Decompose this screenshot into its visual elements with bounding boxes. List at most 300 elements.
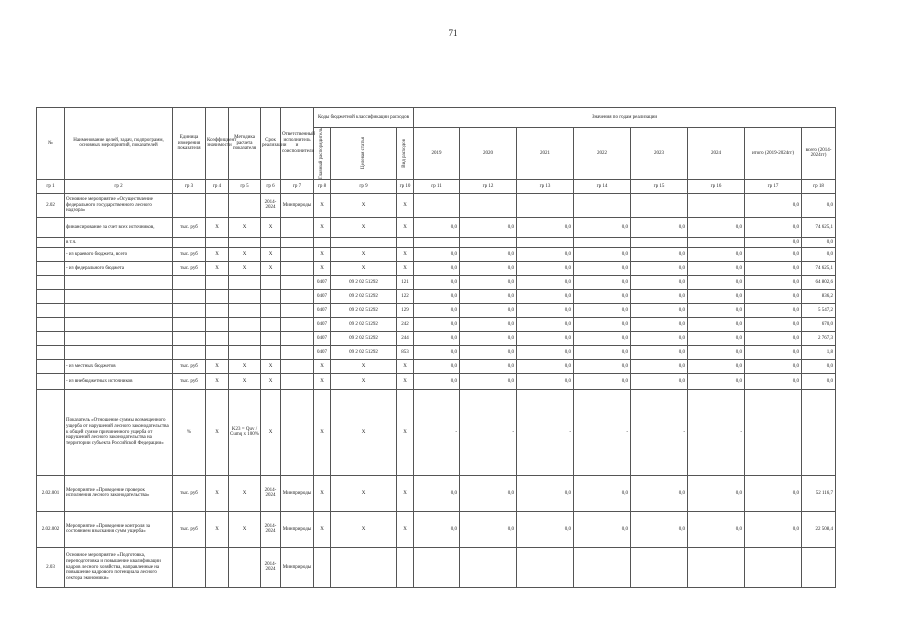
row-value: 0,0 [414, 475, 460, 511]
row-value: 0,0 [574, 345, 631, 359]
row-value: 0,0 [688, 511, 745, 547]
row-code-main: 0407 [314, 345, 331, 359]
row-value: 0,0 [574, 317, 631, 331]
row-code-type: X [397, 373, 414, 389]
row-value: 0,0 [517, 317, 574, 331]
table-row [37, 317, 836, 331]
row-number [37, 247, 65, 261]
row-unit [173, 331, 206, 345]
row-code-target: 09 2 02 51292 [331, 275, 397, 289]
row-code-target: X [331, 193, 397, 217]
table-row [37, 237, 836, 247]
row-method [229, 193, 261, 217]
row-value: 0,0 [688, 247, 745, 261]
row-name: в т.ч. [65, 237, 173, 247]
row-value: 0,0 [574, 303, 631, 317]
row-value: 0,0 [414, 331, 460, 345]
row-value: 0,0 [745, 511, 802, 547]
header-year: 2019 [414, 128, 460, 180]
header-year: 2021 [517, 128, 574, 180]
row-value: 0,0 [574, 331, 631, 345]
row-code-target: X [331, 389, 397, 475]
row-value [688, 547, 745, 587]
row-value: 0,0 [631, 345, 688, 359]
row-unit [173, 275, 206, 289]
row-method: X [229, 217, 261, 237]
row-value: 0,0 [688, 475, 745, 511]
row-value: 0,0 [414, 345, 460, 359]
row-method [229, 331, 261, 345]
header-method: Методика расчета показателя [229, 108, 261, 180]
row-value: 0,0 [574, 275, 631, 289]
row-value: 0,0 [745, 475, 802, 511]
row-name: Основное мероприятие «Подготовка, переподготовка и повышение квалификации кадров лесного хозяйства, направленные на повышение кадрового потенциала лесного сектора экономики» [65, 547, 173, 587]
row-number [37, 317, 65, 331]
row-value [688, 237, 745, 247]
column-number: гр 12 [460, 179, 517, 193]
row-value: 0,0 [802, 359, 836, 373]
row-value: 0,0 [414, 359, 460, 373]
header-total-2014-2024: всего (2014-2024гг) [802, 128, 836, 180]
row-value: 0,0 [460, 511, 517, 547]
row-value: 0,0 [460, 331, 517, 345]
row-method [229, 303, 261, 317]
row-responsible [281, 345, 314, 359]
row-value: 1,8 [802, 345, 836, 359]
column-number-row [37, 179, 836, 193]
row-value: 0,0 [688, 275, 745, 289]
row-value: 0,0 [414, 303, 460, 317]
row-code-main: 0407 [314, 317, 331, 331]
row-value: 22 508,4 [802, 511, 836, 547]
table-row [37, 511, 836, 547]
row-coef [206, 275, 229, 289]
column-number: гр 14 [574, 179, 631, 193]
row-responsible: Минприроды [281, 475, 314, 511]
row-value: 0,0 [517, 247, 574, 261]
row-value: 0,0 [745, 237, 802, 247]
row-responsible [281, 317, 314, 331]
row-method: X [229, 373, 261, 389]
row-value [460, 193, 517, 217]
row-code-main: 0407 [314, 289, 331, 303]
row-code-main: X [314, 389, 331, 475]
column-number: гр 16 [688, 179, 745, 193]
header-code-target-text: Целевая статья [360, 137, 366, 170]
row-number: 2.02.002 [37, 511, 65, 547]
row-code-main: X [314, 359, 331, 373]
row-responsible [281, 289, 314, 303]
row-code-target: X [331, 511, 397, 547]
row-value: 0,0 [460, 289, 517, 303]
column-number: гр 6 [261, 179, 281, 193]
row-coef [206, 345, 229, 359]
row-name: Мероприятие «Проведение проверок исполнения лесного законодательства» [65, 475, 173, 511]
row-term [261, 345, 281, 359]
row-code-type: 129 [397, 303, 414, 317]
row-responsible [281, 303, 314, 317]
column-number: гр 8 [314, 179, 331, 193]
row-unit [173, 345, 206, 359]
row-value: 0,0 [414, 275, 460, 289]
row-value: 0,0 [517, 511, 574, 547]
row-value: 0,0 [688, 317, 745, 331]
row-value: 0,0 [574, 217, 631, 237]
row-coef [206, 547, 229, 587]
row-code-main: X [314, 475, 331, 511]
row-value [631, 193, 688, 217]
row-value: 0,0 [460, 345, 517, 359]
row-value [574, 237, 631, 247]
row-coef [206, 317, 229, 331]
column-number: гр 13 [517, 179, 574, 193]
row-coef [206, 331, 229, 345]
row-name [65, 331, 173, 345]
row-value: 64 802,6 [802, 275, 836, 289]
table-row [37, 389, 836, 475]
row-term: X [261, 247, 281, 261]
row-code-main: X [314, 261, 331, 275]
row-value: 0,0 [631, 261, 688, 275]
row-value: 0,0 [631, 275, 688, 289]
header-code-type-text: Вид расходов [402, 139, 408, 168]
row-number [37, 237, 65, 247]
row-value [517, 193, 574, 217]
row-value: 0,0 [631, 475, 688, 511]
row-coef: X [206, 359, 229, 373]
row-number [37, 389, 65, 475]
row-number [37, 303, 65, 317]
row-term [261, 289, 281, 303]
row-number [37, 275, 65, 289]
row-name [65, 345, 173, 359]
row-name [65, 275, 173, 289]
row-coef [206, 303, 229, 317]
row-code-target: X [331, 247, 397, 261]
row-coef: X [206, 247, 229, 261]
row-value: 0,0 [517, 359, 574, 373]
row-code-type: X [397, 193, 414, 217]
row-term [261, 237, 281, 247]
row-value: 0,0 [745, 303, 802, 317]
row-responsible: Минприроды [281, 547, 314, 587]
row-value: 0,0 [631, 289, 688, 303]
row-value: 0,0 [745, 261, 802, 275]
row-unit: тыс. руб [173, 359, 206, 373]
row-method: X [229, 359, 261, 373]
column-number: гр 1 [37, 179, 65, 193]
row-name: Мероприятие «Проведение контроля за состоянием взыскания сумм ущерба» [65, 511, 173, 547]
row-term: X [261, 261, 281, 275]
row-value [414, 193, 460, 217]
row-value: 0,0 [688, 345, 745, 359]
row-number [37, 345, 65, 359]
header-name: Наименование целей, задач, подпрограмм, основных мероприятий, показателей [65, 108, 173, 180]
row-value: 0,0 [460, 317, 517, 331]
row-value: 0,0 [460, 261, 517, 275]
row-value: - [688, 389, 745, 475]
row-value: 0,0 [688, 331, 745, 345]
row-value: 0,0 [802, 373, 836, 389]
row-method: X [229, 261, 261, 275]
row-coef [206, 289, 229, 303]
row-value [745, 547, 802, 587]
row-term: 2014-2024 [261, 475, 281, 511]
row-value: - [574, 389, 631, 475]
row-code-type [397, 547, 414, 587]
row-unit: тыс. руб [173, 217, 206, 237]
row-coef: X [206, 373, 229, 389]
row-code-type: X [397, 389, 414, 475]
row-value: 0,0 [745, 373, 802, 389]
header-year: 2023 [631, 128, 688, 180]
row-value: 0,0 [745, 359, 802, 373]
row-value: 0,0 [631, 217, 688, 237]
row-code-target: 09 2 02 51292 [331, 303, 397, 317]
row-code-main: X [314, 511, 331, 547]
row-value: 0,0 [574, 247, 631, 261]
row-code-main: X [314, 217, 331, 237]
row-value [574, 547, 631, 587]
row-code-type: X [397, 475, 414, 511]
row-value: 0,0 [414, 373, 460, 389]
row-value: 52 116,7 [802, 475, 836, 511]
row-code-type [397, 237, 414, 247]
row-value: 0,0 [460, 373, 517, 389]
row-value: 0,0 [517, 275, 574, 289]
table-row [37, 193, 836, 217]
row-code-type: 244 [397, 331, 414, 345]
row-code-main [314, 237, 331, 247]
row-value: 0,0 [517, 303, 574, 317]
row-name: - из местных бюджетов [65, 359, 173, 373]
row-unit [173, 193, 206, 217]
row-term [261, 331, 281, 345]
row-value: 0,0 [688, 217, 745, 237]
row-value: 0,0 [460, 475, 517, 511]
row-code-type: X [397, 217, 414, 237]
row-responsible [281, 389, 314, 475]
row-unit: тыс. руб [173, 373, 206, 389]
row-value: 0,0 [745, 345, 802, 359]
column-number: гр 17 [745, 179, 802, 193]
row-value [460, 547, 517, 587]
header-term: Срок реализации [261, 108, 281, 180]
row-value: 0,0 [745, 217, 802, 237]
row-number: 2.03 [37, 547, 65, 587]
row-unit [173, 547, 206, 587]
page-number: 71 [448, 28, 458, 38]
row-value: 0,0 [460, 359, 517, 373]
row-number [37, 217, 65, 237]
row-name: Основное мероприятие «Осуществление федерального государственного лесного надзора» [65, 193, 173, 217]
row-code-type: X [397, 511, 414, 547]
row-code-main: X [314, 373, 331, 389]
row-term: X [261, 217, 281, 237]
row-number [37, 373, 65, 389]
row-code-type: X [397, 247, 414, 261]
row-responsible [281, 373, 314, 389]
row-code-target: 09 2 02 51292 [331, 331, 397, 345]
row-value: 0,0 [688, 261, 745, 275]
row-value: 0,0 [517, 345, 574, 359]
row-method [229, 237, 261, 247]
column-number: гр 15 [631, 179, 688, 193]
row-number [37, 289, 65, 303]
row-value: 0,0 [745, 317, 802, 331]
row-responsible [281, 331, 314, 345]
row-value: 0,0 [745, 331, 802, 345]
row-number [37, 331, 65, 345]
row-name [65, 289, 173, 303]
column-number: гр 2 [65, 179, 173, 193]
row-number [37, 261, 65, 275]
row-method [229, 289, 261, 303]
row-coef: X [206, 217, 229, 237]
row-code-main: X [314, 247, 331, 261]
row-code-main: X [314, 193, 331, 217]
row-value [414, 237, 460, 247]
row-value: 0,0 [802, 237, 836, 247]
row-code-main: 0407 [314, 331, 331, 345]
row-value: 0,0 [631, 247, 688, 261]
column-number: гр 5 [229, 179, 261, 193]
row-value [631, 237, 688, 247]
row-code-target: 09 2 02 51292 [331, 345, 397, 359]
row-value: 0,0 [517, 289, 574, 303]
row-value: 0,0 [460, 217, 517, 237]
row-value: 0,0 [460, 247, 517, 261]
row-term [261, 317, 281, 331]
header-year: 2024 [688, 128, 745, 180]
row-coef: X [206, 389, 229, 475]
row-value: 0,0 [517, 331, 574, 345]
row-value: 74 625,1 [802, 261, 836, 275]
row-name: Показатель «Отношение суммы возмещенного ущерба от нарушений лесного законодательства к общей сумме причиненного ущерба от нарушений лесного законодательства на территории субъекта Российской Федерации» [65, 389, 173, 475]
row-unit [173, 303, 206, 317]
row-value: - [517, 389, 574, 475]
table-row [37, 547, 836, 587]
row-code-target: 09 2 02 51292 [331, 289, 397, 303]
row-value: 670,0 [802, 317, 836, 331]
row-value: 0,0 [631, 331, 688, 345]
row-code-target [331, 237, 397, 247]
row-code-target: X [331, 373, 397, 389]
row-value [802, 547, 836, 587]
row-code-target [331, 547, 397, 587]
header-no: № [37, 108, 65, 180]
row-value: 0,0 [574, 359, 631, 373]
row-term: X [261, 373, 281, 389]
row-name: - из краевого бюджета, всего [65, 247, 173, 261]
row-unit: % [173, 389, 206, 475]
table-row [37, 373, 836, 389]
row-value: 0,0 [414, 261, 460, 275]
row-value [460, 237, 517, 247]
row-method: X [229, 475, 261, 511]
row-value: 0,0 [460, 275, 517, 289]
header-code-main-text: Главный распорядитель [319, 128, 325, 179]
row-number: 2.02.001 [37, 475, 65, 511]
row-value: 0,0 [414, 247, 460, 261]
row-value: 0,0 [517, 475, 574, 511]
row-value: 74 625,1 [802, 217, 836, 237]
row-method [229, 547, 261, 587]
row-value [574, 193, 631, 217]
row-name: финансирование за счет всех источников, [65, 217, 173, 237]
header-code-main [314, 128, 331, 180]
row-code-type: 122 [397, 289, 414, 303]
row-responsible [281, 247, 314, 261]
header-code-type [397, 128, 414, 180]
table-row [37, 275, 836, 289]
header-year: 2022 [574, 128, 631, 180]
row-code-type: X [397, 359, 414, 373]
row-code-main [314, 547, 331, 587]
row-method [229, 345, 261, 359]
row-code-main: 0407 [314, 275, 331, 289]
table-row [37, 261, 836, 275]
row-unit: тыс. руб [173, 475, 206, 511]
row-value: 0,0 [745, 247, 802, 261]
row-value: 0,0 [574, 475, 631, 511]
row-responsible: Минприроды [281, 511, 314, 547]
column-number: гр 7 [281, 179, 314, 193]
row-term [261, 275, 281, 289]
row-method: X [229, 511, 261, 547]
row-value: 0,0 [414, 217, 460, 237]
row-value: 0,0 [745, 193, 802, 217]
row-value [517, 547, 574, 587]
row-value: 0,0 [631, 511, 688, 547]
row-value: 0,0 [414, 511, 460, 547]
row-value: 0,0 [802, 193, 836, 217]
header-responsible: Ответственный исполнитель и соисполнители [281, 108, 314, 180]
row-value: - [631, 389, 688, 475]
header-total-2019-2024: итого (2019-2024гг) [745, 128, 802, 180]
row-value: 0,0 [414, 289, 460, 303]
row-value: 0,0 [574, 289, 631, 303]
row-value: 836,2 [802, 289, 836, 303]
row-code-target: X [331, 359, 397, 373]
row-responsible [281, 217, 314, 237]
row-value: 0,0 [574, 261, 631, 275]
row-coef [206, 237, 229, 247]
row-term: X [261, 389, 281, 475]
row-term: 2014-2024 [261, 511, 281, 547]
row-value: - [460, 389, 517, 475]
column-number: гр 9 [331, 179, 397, 193]
row-responsible [281, 359, 314, 373]
row-code-type: X [397, 261, 414, 275]
row-value: 0,0 [688, 303, 745, 317]
row-value: 0,0 [460, 303, 517, 317]
table-row [37, 289, 836, 303]
row-unit [173, 317, 206, 331]
row-code-target: X [331, 261, 397, 275]
row-value [688, 193, 745, 217]
row-value [414, 547, 460, 587]
row-coef [206, 193, 229, 217]
row-value: 0,0 [574, 373, 631, 389]
row-code-type: 242 [397, 317, 414, 331]
row-value [631, 547, 688, 587]
row-responsible [281, 275, 314, 289]
header-coef: Коэффициент значимости [206, 108, 229, 180]
column-number: гр 3 [173, 179, 206, 193]
row-value: - [414, 389, 460, 475]
row-value: 0,0 [631, 359, 688, 373]
